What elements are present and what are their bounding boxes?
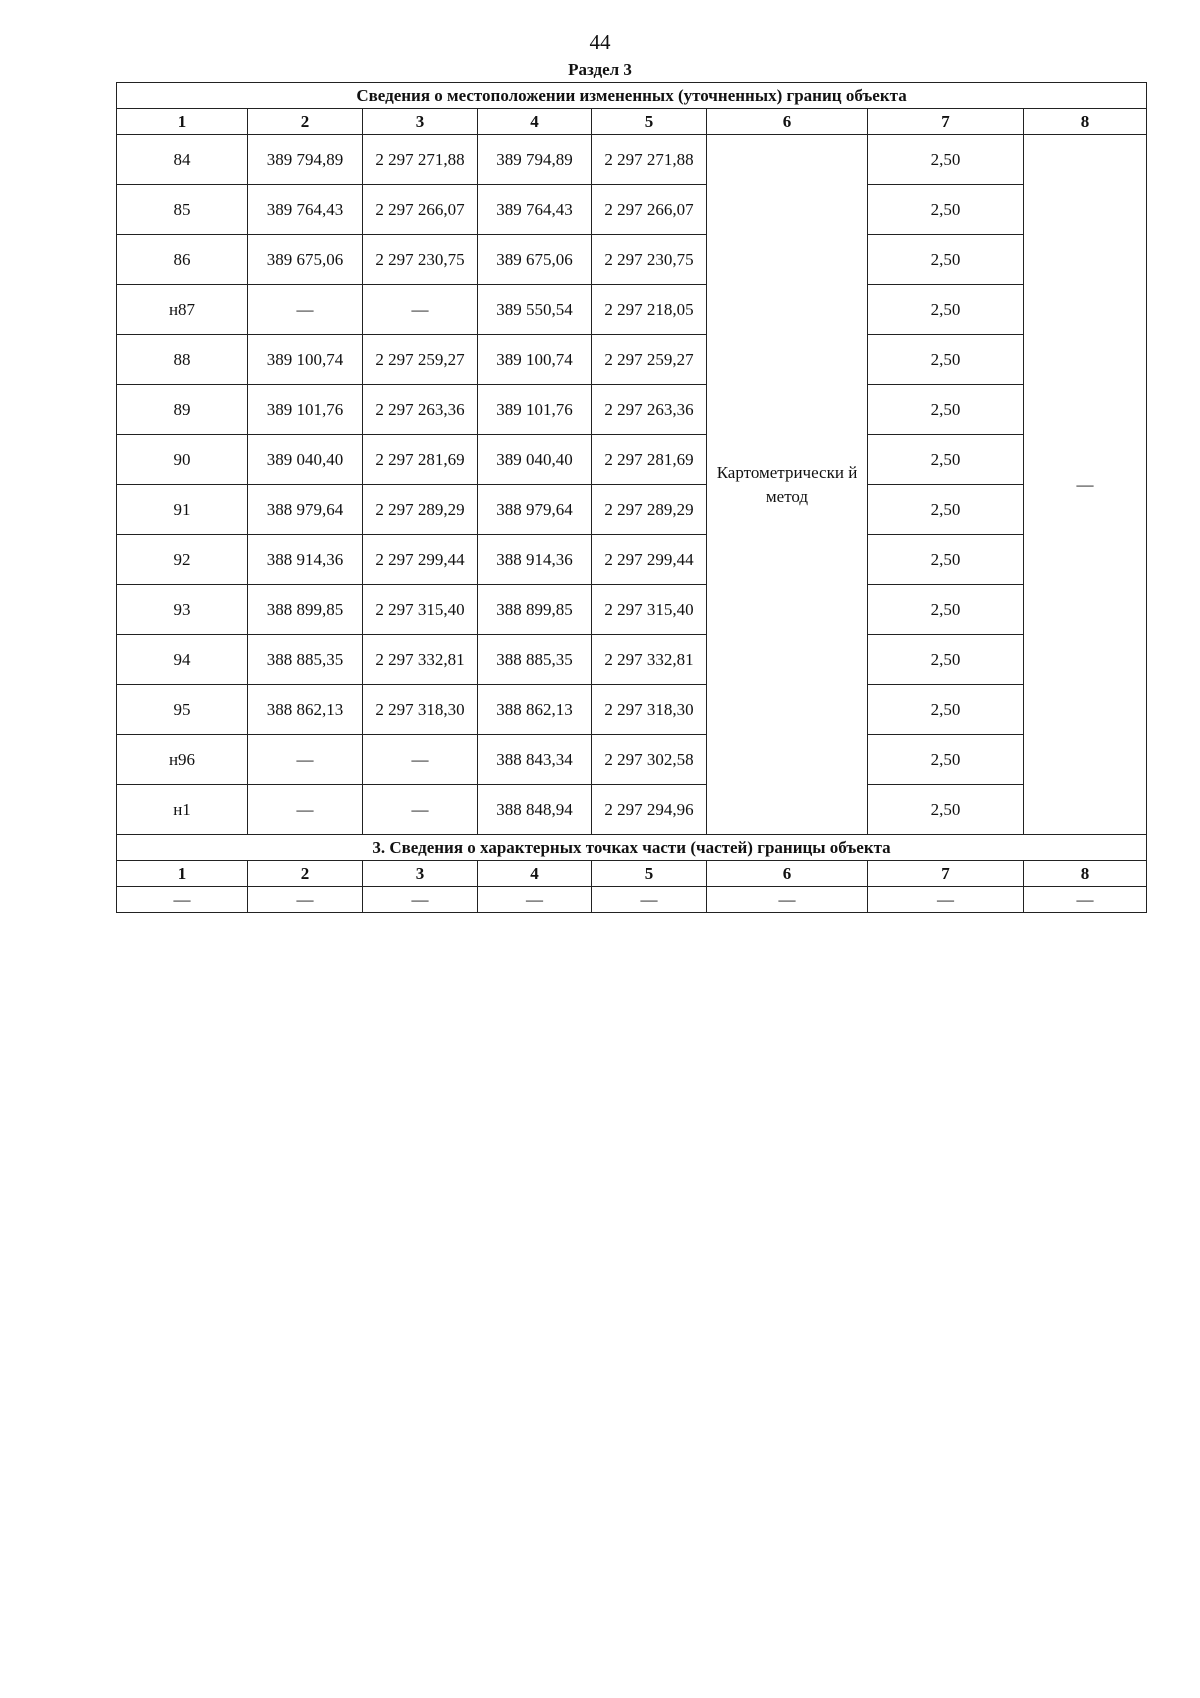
y-new-cell: 2 297 271,88 bbox=[592, 135, 707, 185]
method-cell: Картометрически й метод bbox=[707, 135, 868, 835]
column-number: 1 bbox=[117, 861, 248, 887]
column-number: 4 bbox=[478, 861, 592, 887]
x-new-cell: 389 764,43 bbox=[478, 185, 592, 235]
x-old-cell: 388 979,64 bbox=[248, 485, 363, 535]
point-label: 86 bbox=[117, 235, 248, 285]
section3-cell: — bbox=[592, 887, 707, 913]
column-number: 1 bbox=[117, 109, 248, 135]
x-old-cell: 388 885,35 bbox=[248, 635, 363, 685]
y-new-cell: 2 297 289,29 bbox=[592, 485, 707, 535]
column-number: 7 bbox=[868, 861, 1024, 887]
section-title: Раздел 3 bbox=[568, 60, 632, 79]
y-new-cell: 2 297 230,75 bbox=[592, 235, 707, 285]
x-new-cell: 388 885,35 bbox=[478, 635, 592, 685]
column-number: 2 bbox=[248, 109, 363, 135]
y-old-cell: 2 297 299,44 bbox=[363, 535, 478, 585]
boundary-table bbox=[116, 82, 1147, 913]
x-old-cell: — bbox=[248, 735, 363, 785]
accuracy-cell: 2,50 bbox=[868, 385, 1024, 435]
x-new-cell: 389 675,06 bbox=[478, 235, 592, 285]
col8-cell: — bbox=[1024, 135, 1147, 835]
table-row bbox=[117, 335, 1147, 385]
table-row bbox=[117, 435, 1147, 485]
section3-cell: — bbox=[248, 887, 363, 913]
table-row bbox=[117, 485, 1147, 535]
point-label: н1 bbox=[117, 785, 248, 835]
x-old-cell: — bbox=[248, 785, 363, 835]
accuracy-cell: 2,50 bbox=[868, 785, 1024, 835]
x-old-cell: — bbox=[248, 285, 363, 335]
accuracy-cell: 2,50 bbox=[868, 185, 1024, 235]
table-row bbox=[117, 235, 1147, 285]
point-label: 95 bbox=[117, 685, 248, 735]
x-new-cell: 388 848,94 bbox=[478, 785, 592, 835]
accuracy-cell: 2,50 bbox=[868, 735, 1024, 785]
y-new-cell: 2 297 259,27 bbox=[592, 335, 707, 385]
column-number: 5 bbox=[592, 109, 707, 135]
point-label: 92 bbox=[117, 535, 248, 585]
table-title: Сведения о местоположении измененных (уточненных) границ объекта bbox=[117, 83, 1147, 109]
y-old-cell: 2 297 230,75 bbox=[363, 235, 478, 285]
y-new-cell: 2 297 294,96 bbox=[592, 785, 707, 835]
section3-cell: — bbox=[478, 887, 592, 913]
x-old-cell: 389 100,74 bbox=[248, 335, 363, 385]
column-number-row bbox=[117, 109, 1147, 135]
column-number: 6 bbox=[707, 861, 868, 887]
x-old-cell: 389 794,89 bbox=[248, 135, 363, 185]
column-number: 8 bbox=[1024, 861, 1147, 887]
x-old-cell: 388 862,13 bbox=[248, 685, 363, 735]
accuracy-cell: 2,50 bbox=[868, 485, 1024, 535]
column-number: 5 bbox=[592, 861, 707, 887]
table-row bbox=[117, 535, 1147, 585]
table-row bbox=[117, 785, 1147, 835]
table-row bbox=[117, 685, 1147, 735]
x-old-cell: 389 101,76 bbox=[248, 385, 363, 435]
point-label: 85 bbox=[117, 185, 248, 235]
y-new-cell: 2 297 263,36 bbox=[592, 385, 707, 435]
y-old-cell: — bbox=[363, 285, 478, 335]
section3-cell: — bbox=[707, 887, 868, 913]
accuracy-cell: 2,50 bbox=[868, 685, 1024, 735]
y-new-cell: 2 297 266,07 bbox=[592, 185, 707, 235]
column-number: 7 bbox=[868, 109, 1024, 135]
section3-cell: — bbox=[363, 887, 478, 913]
accuracy-cell: 2,50 bbox=[868, 285, 1024, 335]
y-new-cell: 2 297 302,58 bbox=[592, 735, 707, 785]
table-row bbox=[117, 735, 1147, 785]
x-new-cell: 389 794,89 bbox=[478, 135, 592, 185]
section3-cell: — bbox=[1024, 887, 1147, 913]
accuracy-cell: 2,50 bbox=[868, 535, 1024, 585]
table-row bbox=[117, 285, 1147, 335]
y-old-cell: 2 297 289,29 bbox=[363, 485, 478, 535]
y-new-cell: 2 297 218,05 bbox=[592, 285, 707, 335]
column-number: 3 bbox=[363, 861, 478, 887]
y-new-cell: 2 297 299,44 bbox=[592, 535, 707, 585]
x-new-cell: 389 040,40 bbox=[478, 435, 592, 485]
point-label: 93 bbox=[117, 585, 248, 635]
y-old-cell: 2 297 332,81 bbox=[363, 635, 478, 685]
section3-row bbox=[117, 887, 1147, 913]
section3-title: 3. Сведения о характерных точках части (частей) границы объекта bbox=[117, 835, 1147, 861]
point-label: 91 bbox=[117, 485, 248, 535]
x-new-cell: 388 899,85 bbox=[478, 585, 592, 635]
section3-column-number-row bbox=[117, 861, 1147, 887]
column-number: 4 bbox=[478, 109, 592, 135]
x-old-cell: 389 675,06 bbox=[248, 235, 363, 285]
x-new-cell: 389 101,76 bbox=[478, 385, 592, 435]
point-label: н87 bbox=[117, 285, 248, 335]
section3-cell: — bbox=[868, 887, 1024, 913]
y-old-cell: 2 297 259,27 bbox=[363, 335, 478, 385]
column-number: 8 bbox=[1024, 109, 1147, 135]
x-new-cell: 388 979,64 bbox=[478, 485, 592, 535]
table-row bbox=[117, 185, 1147, 235]
y-old-cell: — bbox=[363, 735, 478, 785]
section3-cell: — bbox=[117, 887, 248, 913]
x-new-cell: 388 862,13 bbox=[478, 685, 592, 735]
y-new-cell: 2 297 318,30 bbox=[592, 685, 707, 735]
page-number: 44 bbox=[589, 30, 611, 54]
y-old-cell: 2 297 315,40 bbox=[363, 585, 478, 635]
accuracy-cell: 2,50 bbox=[868, 235, 1024, 285]
y-new-cell: 2 297 332,81 bbox=[592, 635, 707, 685]
column-number: 6 bbox=[707, 109, 868, 135]
y-new-cell: 2 297 315,40 bbox=[592, 585, 707, 635]
x-old-cell: 388 914,36 bbox=[248, 535, 363, 585]
point-label: 88 bbox=[117, 335, 248, 385]
x-old-cell: 388 899,85 bbox=[248, 585, 363, 635]
accuracy-cell: 2,50 bbox=[868, 135, 1024, 185]
y-old-cell: 2 297 266,07 bbox=[363, 185, 478, 235]
column-number: 3 bbox=[363, 109, 478, 135]
x-new-cell: 389 100,74 bbox=[478, 335, 592, 385]
x-old-cell: 389 040,40 bbox=[248, 435, 363, 485]
point-label: 89 bbox=[117, 385, 248, 435]
x-new-cell: 388 914,36 bbox=[478, 535, 592, 585]
table-row bbox=[117, 585, 1147, 635]
x-new-cell: 389 550,54 bbox=[478, 285, 592, 335]
accuracy-cell: 2,50 bbox=[868, 635, 1024, 685]
table-row bbox=[117, 385, 1147, 435]
table-row bbox=[117, 135, 1147, 185]
point-label: 94 bbox=[117, 635, 248, 685]
y-old-cell: 2 297 263,36 bbox=[363, 385, 478, 435]
accuracy-cell: 2,50 bbox=[868, 435, 1024, 485]
y-new-cell: 2 297 281,69 bbox=[592, 435, 707, 485]
column-number: 2 bbox=[248, 861, 363, 887]
table-row bbox=[117, 635, 1147, 685]
point-label: 84 bbox=[117, 135, 248, 185]
y-old-cell: 2 297 281,69 bbox=[363, 435, 478, 485]
accuracy-cell: 2,50 bbox=[868, 335, 1024, 385]
accuracy-cell: 2,50 bbox=[868, 585, 1024, 635]
y-old-cell: 2 297 318,30 bbox=[363, 685, 478, 735]
y-old-cell: 2 297 271,88 bbox=[363, 135, 478, 185]
y-old-cell: — bbox=[363, 785, 478, 835]
point-label: 90 bbox=[117, 435, 248, 485]
point-label: н96 bbox=[117, 735, 248, 785]
x-new-cell: 388 843,34 bbox=[478, 735, 592, 785]
x-old-cell: 389 764,43 bbox=[248, 185, 363, 235]
